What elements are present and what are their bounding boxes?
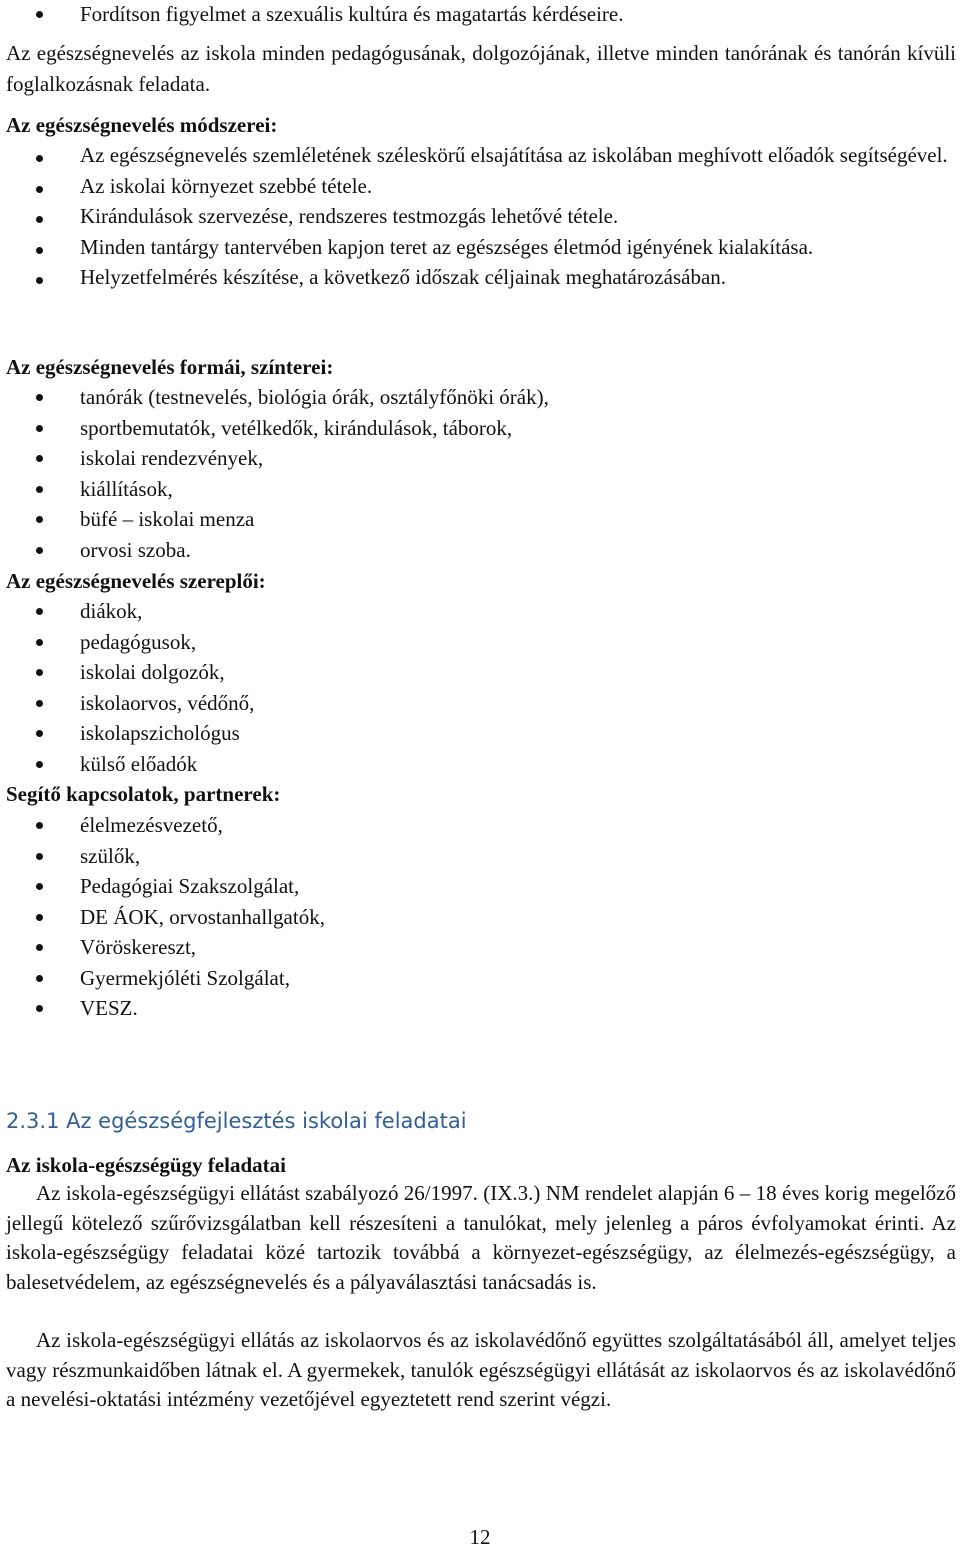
list-item: iskolapszichológus — [6, 718, 956, 749]
partners-heading: Segítő kapcsolatok, partnerek: — [6, 782, 281, 806]
forms-list — [6, 382, 956, 565]
list-item: VESZ. — [6, 993, 956, 1024]
page-number: 12 — [469, 1525, 491, 1549]
list-item: Vöröskereszt, — [6, 932, 956, 963]
list-item: orvosi szoba. — [6, 535, 956, 566]
list-item: Minden tantárgy tantervében kapjon teret az egészséges életmód igényének kialakítása. — [6, 235, 956, 261]
list-item: büfé – iskolai menza — [6, 504, 956, 535]
methods-list — [6, 143, 956, 296]
list-item: Helyzetfelmérés készítése, a következő időszak céljainak meghatározásában. — [6, 265, 956, 291]
methods-heading: Az egészségnevelés módszerei: — [6, 113, 278, 137]
section-title: 2.3.1 Az egészségfejlesztés iskolai feladatai — [6, 1109, 467, 1133]
list-item: Az iskolai környezet szebbé tétele. — [6, 174, 956, 200]
list-item: Az egészségnevelés szemléletének széleskörű elsajátítása az iskolában meghívott előadók segítségével. — [6, 143, 956, 169]
list-item: iskolai rendezvények, — [6, 443, 956, 474]
list-item: pedagógusok, — [6, 627, 956, 658]
intro-paragraph: Az egészségnevelés az iskola minden pedagógusának, dolgozójának, illetve minden tanórának és tanórán kívüli foglalkozásnak feladata. — [6, 41, 956, 96]
list-item: kiállítások, — [6, 474, 956, 505]
list-item: szülők, — [6, 841, 956, 872]
actors-heading: Az egészségnevelés szereplői: — [6, 569, 266, 593]
list-item: külső előadók — [6, 749, 956, 780]
partners-list — [6, 810, 956, 1024]
list-item: iskolai dolgozók, — [6, 657, 956, 688]
list-item: Gyermekjóléti Szolgálat, — [6, 963, 956, 994]
paragraph: Az iskola-egészségügyi ellátás az iskolaorvos és az iskolavédőnő együttes szolgáltatásából áll, amelyet teljes vagy részmunkaidőben látnak el. A gyermekek, tanulók egészségügyi ellátását az iskolaorvos és az iskolavédőnő a nevelési-oktatási intézmény vezetőjével egyeztetett rend szerint végzi. — [6, 1328, 956, 1411]
section-subheading: Az iskola-egészségügy feladatai — [6, 1153, 286, 1177]
paragraph: Az iskola-egészségügyi ellátást szabályozó 26/1997. (IX.3.) NM rendelet alapján 6 – 18 éves korig megelőző jellegű kötelező szűrővizsgálatban kell részesíteni a tanulókat, mely jelenleg a páros évfolyamokat érinti. Az iskola-egészségügy feladatai közé tartozik továbbá a környezet-egészségügy, az élelmezés-egészségügy, a balesetvédelem, az egészségnevelés és a pályaválasztási tanácsadás is. — [6, 1181, 956, 1294]
top-bullet-list — [6, 0, 956, 30]
list-item: iskolaorvos, védőnő, — [6, 688, 956, 719]
list-item: diákok, — [6, 596, 956, 627]
list-item: tanórák (testnevelés, biológia órák, osztályfőnöki órák), — [6, 382, 956, 413]
list-item: Pedagógiai Szakszolgálat, — [6, 871, 956, 902]
list-item: élelmezésvezető, — [6, 810, 956, 841]
list-item: DE ÁOK, orvostanhallgatók, — [6, 902, 956, 933]
list-item: Kirándulások szervezése, rendszeres testmozgás lehetővé tétele. — [6, 204, 956, 230]
actors-list — [6, 596, 956, 779]
forms-heading: Az egészségnevelés formái, színterei: — [6, 355, 334, 379]
list-item: Fordítson figyelmet a szexuális kultúra és magatartás kérdéseire. — [6, 0, 956, 30]
list-item: sportbemutatók, vetélkedők, kirándulások, táborok, — [6, 413, 956, 444]
